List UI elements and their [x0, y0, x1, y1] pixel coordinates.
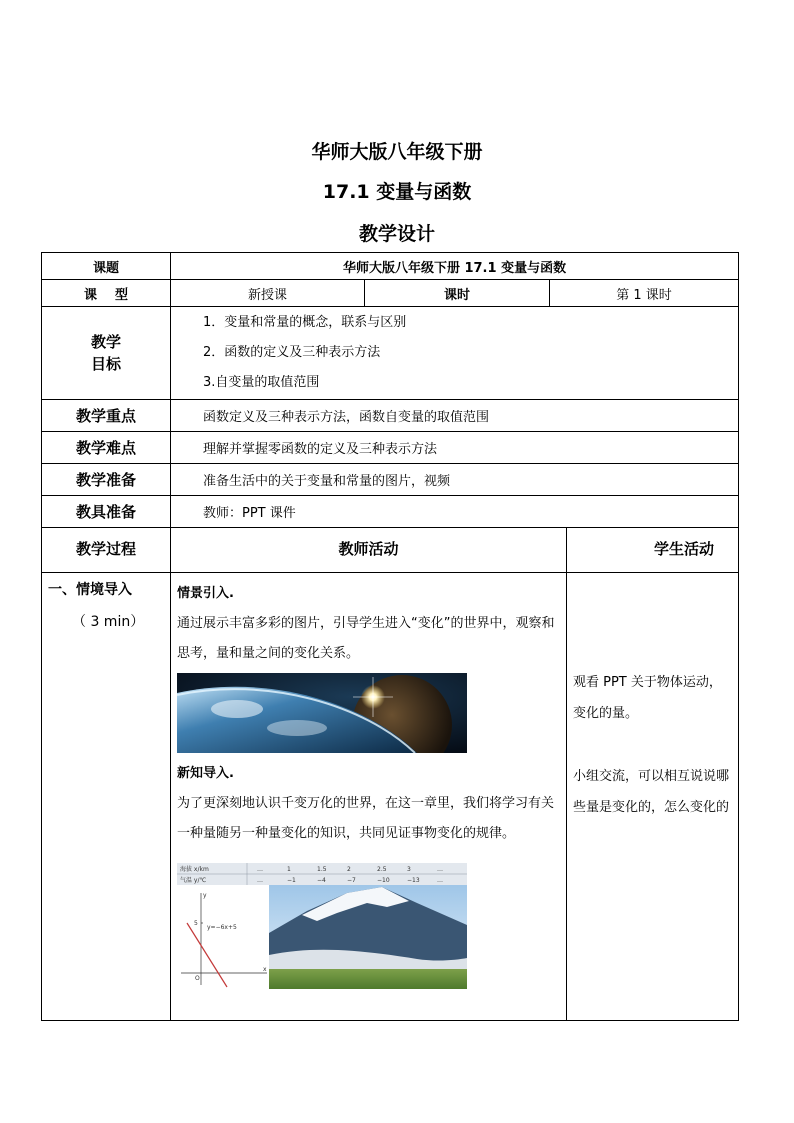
tools-value: 教师：PPT 课件 [171, 496, 739, 528]
altitude-cell: 2.5 [377, 866, 387, 873]
key-value: 函数定义及三种表示方法，函数自变量的取值范围 [171, 400, 739, 432]
process-label: 教学过程 [42, 528, 171, 573]
topic-value: 华师大版八年级下册 17.1 变量与函数 [171, 253, 739, 280]
key-label: 教学重点 [42, 400, 171, 432]
altitude-cell: … [257, 866, 263, 873]
temperature-cell: −1 [287, 877, 296, 884]
scene-intro-text: 通过展示丰富多彩的图片，引导学生进入“变化”的世界中，观察和思考，量和量之间的变化关系。 [177, 616, 555, 661]
step-label: 一、情境导入 [48, 582, 132, 598]
earth-space-illustration [177, 673, 467, 753]
altitude-temperature-figure [177, 863, 467, 989]
goal-item-2: 2．函数的定义及三种表示方法 [203, 345, 381, 360]
goals-label: 教学 目标 [42, 307, 171, 400]
difficulty-value: 理解并掌握零函数的定义及三种表示方法 [171, 432, 739, 464]
tick-5-label: 5 [194, 920, 198, 927]
altitude-cell: 2 [347, 866, 351, 873]
mountain-function-image [177, 863, 467, 989]
row-section-1 [42, 573, 739, 1021]
temperature-cell: … [257, 877, 263, 884]
tools-label: 教具准备 [42, 496, 171, 528]
new-knowledge-text: 为了更深刻地认识千变万化的世界，在这一章里，我们将学习有关一种量随另一种量变化的知识，共同见证事物变化的规律。 [177, 796, 555, 841]
goals-list [171, 307, 739, 400]
temperature-cell: −13 [407, 877, 420, 884]
x-axis-label: x [263, 966, 267, 973]
document-subtitle: 教学设计 [358, 223, 435, 245]
student-activity-2: 小组交流，可以相互说说哪些量是变化的，怎么变化的 [573, 769, 730, 815]
temperature-cell: −10 [377, 877, 390, 884]
period-value: 第 1 课时 [550, 280, 739, 307]
teacher-activity-label: 教师活动 [171, 528, 567, 573]
row-tools [42, 496, 739, 528]
type-label: 课 型 [42, 280, 171, 307]
row-goals [42, 307, 739, 400]
prep-value: 准备生活中的关于变量和常量的图片，视频 [171, 464, 739, 496]
lesson-title: 17.1 变量与函数 [322, 181, 472, 203]
teacher-activity-cell [171, 573, 567, 1021]
row-preparation [42, 464, 739, 496]
altitude-cell: … [437, 866, 443, 873]
equation-label: y=−6x+5 [207, 924, 237, 931]
prep-label: 教学准备 [42, 464, 171, 496]
temperature-cell: −7 [347, 877, 356, 884]
step-cell [42, 573, 171, 1021]
origin-label: O [195, 975, 200, 982]
row1-label: 海拔 x/km [180, 866, 209, 873]
row-type [42, 280, 739, 307]
row-difficulty [42, 432, 739, 464]
altitude-cell: 3 [407, 866, 411, 873]
goal-item-3: 3.自变量的取值范围 [203, 375, 320, 390]
student-activity-label: 学生活动 [567, 528, 739, 573]
lesson-plan-table [41, 252, 739, 1021]
row-topic [42, 253, 739, 280]
new-knowledge-heading: 新知导入. [177, 766, 234, 781]
type-value: 新授课 [171, 280, 365, 307]
y-axis-label: y [203, 892, 207, 899]
period-label: 课时 [365, 280, 550, 307]
step-duration: （ 3 min） [72, 614, 145, 630]
goal-item-1: 1．变量和常量的概念，联系与区别 [203, 315, 407, 330]
earth-space-image [177, 673, 467, 753]
row-process-header [42, 528, 739, 573]
altitude-cell: 1.5 [317, 866, 327, 873]
student-activity-cell [567, 573, 739, 1021]
difficulty-label: 教学难点 [42, 432, 171, 464]
temperature-cell: … [437, 877, 443, 884]
student-activity-1: 观看 PPT 关于物体运动，变化的量。 [573, 675, 722, 721]
topic-label: 课题 [42, 253, 171, 280]
altitude-cell: 1 [287, 866, 291, 873]
document-title: 华师大版八年级下册 [311, 141, 483, 163]
scene-intro-heading: 情景引入. [177, 586, 234, 601]
temperature-cell: −4 [317, 877, 326, 884]
row-key-points [42, 400, 739, 432]
row2-label: 气温 y/℃ [180, 877, 207, 884]
